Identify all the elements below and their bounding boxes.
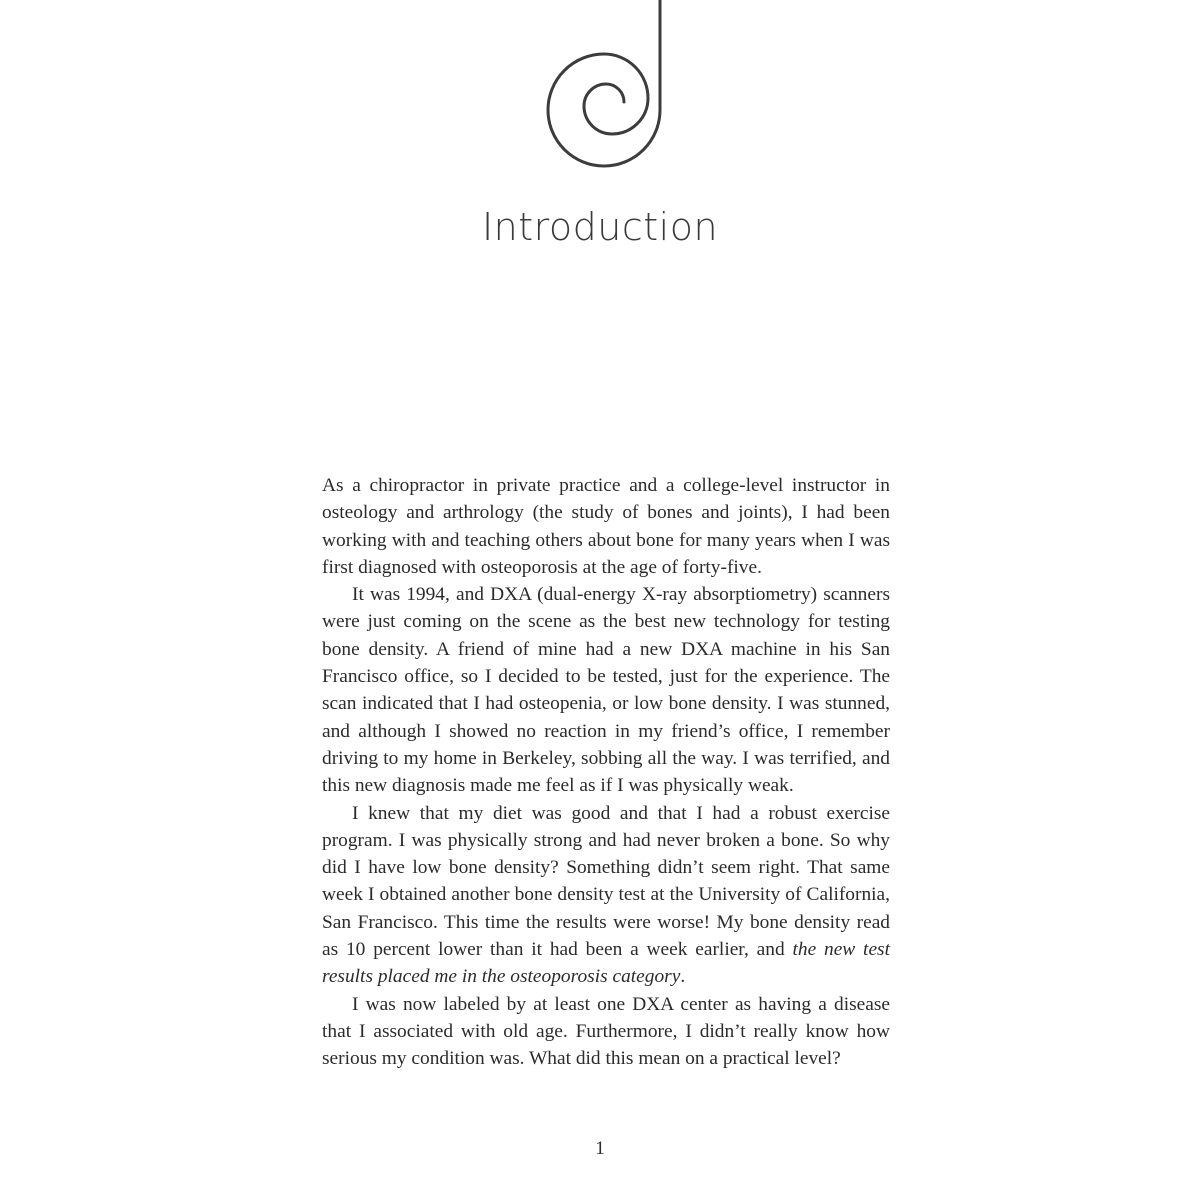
page-number: 1 [595,1138,605,1159]
paragraph-3-emphasis: the new test results placed me in the osteoporosis category [322,939,890,988]
chapter-title: Introduction [481,205,719,249]
paragraph-3-end: . [680,966,686,988]
paragraph-2: It was 1994, and DXA (dual-energy X-ray absorptiometry) scanners were just coming on the scene as the best new technology for testing bone density. A friend of mine had a new DXA machine in his San Francisco office, so I decided to be tested, just for the experience. The scan indicated that I had osteopenia, or low bone density. I was stunned, and although I showed no reaction in my friend’s office, I remember driving to my home in Berkeley, sobbing all the way. I was terrified, and this new diagnosis made me feel as if I was physically weak. [322,584,890,797]
paragraph-3 [322,800,890,991]
paragraph-4: I was now labeled by at least one DXA center as having a disease that I associated with old age. Furthermore, I didn’t really know how serious my condition was. What did this mean on a practical level? [322,993,890,1070]
paragraph-1: As a chiropractor in private practice and a college-level instructor in osteology and arthrology (the study of bones and joints), I had been working with and teaching others about bone for many years when I was first diagnosed with osteoporosis at the age of forty-five. [322,475,890,578]
paragraph-3-text: I knew that my diet was good and that I had a robust exercise program. I was physically strong and had never broken a bone. So why did I have low bone density? Something didn’t seem right. That same week I obtained another bone density test at the University of California, San Francisco. This time the results were worse! My bone density read as 10 percent lower than it had been a week earlier, and [322,802,890,961]
body-text [322,472,890,1073]
spiral-ornament-icon [540,0,670,180]
